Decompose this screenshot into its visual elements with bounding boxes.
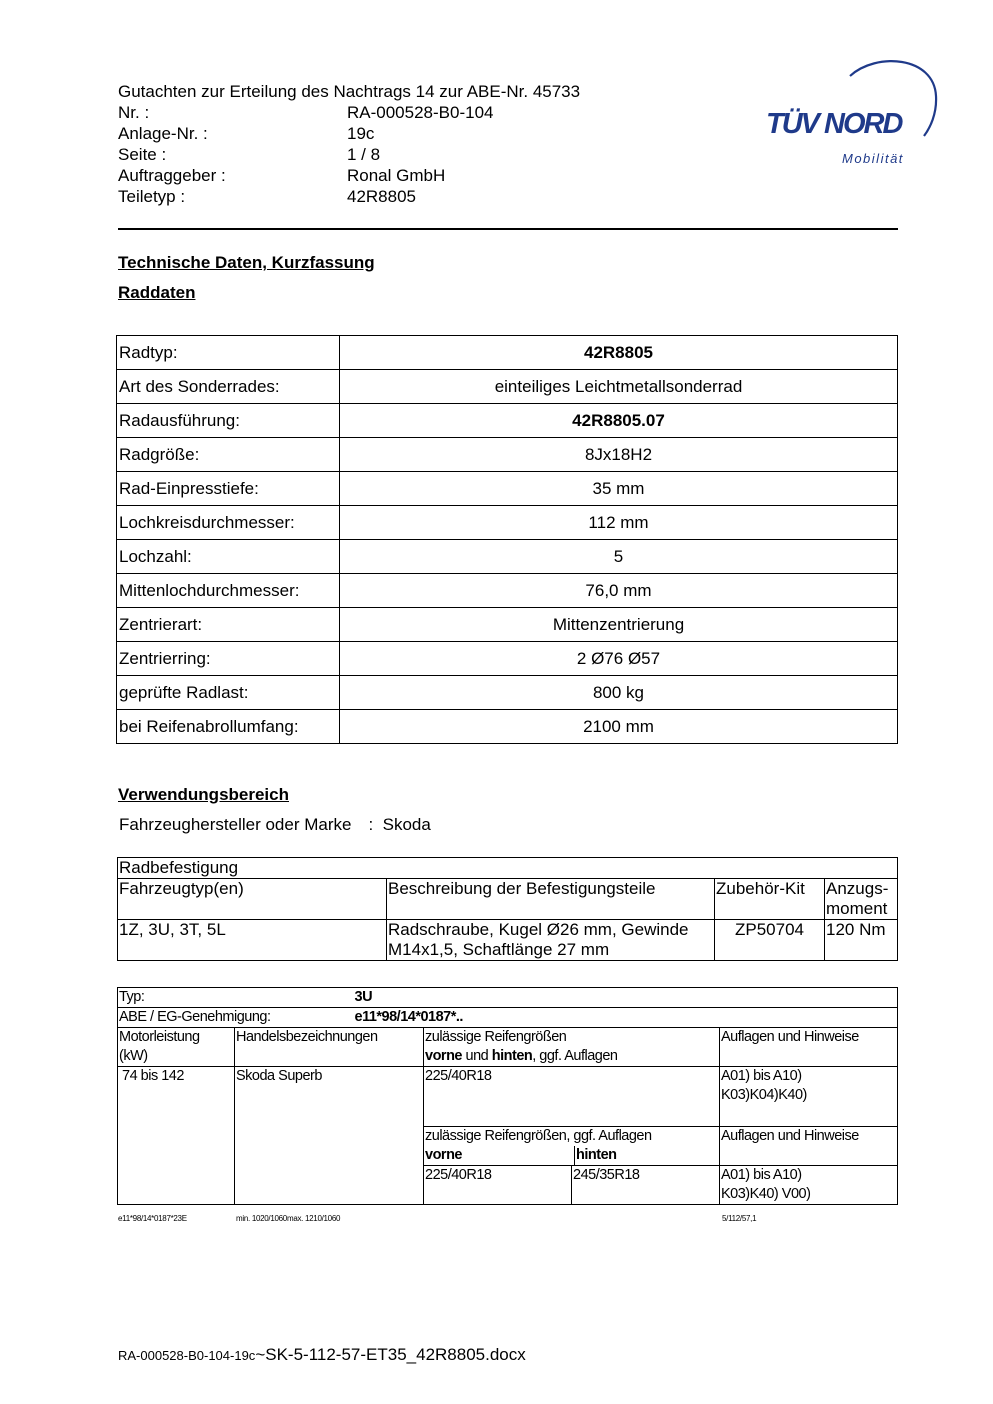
header-row-seite: Seite : 1 / 8 (118, 145, 381, 164)
vehicle-type-table (117, 987, 898, 1205)
raddaten-key: Mittenlochdurchmesser: (117, 574, 340, 608)
raddaten-key: Zentrierring: (117, 642, 340, 676)
raddaten-value: 800 kg (340, 676, 898, 710)
raddaten-row (117, 472, 898, 506)
page-footer: RA-000528-B0-104-19c~SK-5-112-57-ET35_42R8805.docx (118, 1345, 526, 1364)
raddaten-key: geprüfte Radlast: (117, 676, 340, 710)
h2-tires: zulässige Reifengrößen, ggf. Auflagen vorne hinten (424, 1127, 720, 1166)
section-technical-data: Technische Daten, Kurzfassung (118, 253, 375, 272)
cell-front: 225/40R18 (424, 1166, 572, 1205)
raddaten-row (117, 506, 898, 540)
raddaten-value: 112 mm (340, 506, 898, 540)
small-footnote-dimensions: min. 1020/1060max. 1210/1060 (236, 1214, 341, 1223)
header-row-anlage: Anlage-Nr. : 19c (118, 124, 375, 143)
col-anzugsmoment: Anzugs- moment (825, 879, 898, 920)
cell-power: 74 bis 142 (118, 1067, 235, 1205)
raddaten-row (117, 438, 898, 472)
h-reifengroessen: zulässige Reifengrößen vorne und hinten, ggf. Auflagen (424, 1028, 720, 1067)
logo-subtitle: Mobilität (842, 151, 904, 166)
col-zubehoer-kit: Zubehör-Kit (715, 879, 825, 920)
document-header (118, 81, 580, 207)
cell-trade: Skoda Superb (235, 1067, 424, 1205)
col-beschreibung: Beschreibung der Befestigungsteile (387, 879, 715, 920)
raddaten-row (117, 642, 898, 676)
fix-types: 1Z, 3U, 3T, 5L (118, 920, 387, 961)
raddaten-row (117, 676, 898, 710)
cell-rear: 245/35R18 (572, 1166, 720, 1205)
fix-kit: ZP50704 (715, 920, 825, 961)
manufacturer-line: Fahrzeughersteller oder Marke : Skoda (119, 815, 431, 834)
h-motorleistung: Motorleistung (kW) (118, 1028, 235, 1067)
raddaten-row (117, 404, 898, 438)
h-handelsbezeichnungen: Handelsbezeichnungen (235, 1028, 424, 1067)
manufacturer-label: Fahrzeughersteller oder Marke (119, 815, 352, 834)
small-footnote-bolt: 5/112/57,1 (722, 1214, 757, 1223)
header-divider (118, 228, 898, 230)
raddaten-value: 2 Ø76 Ø57 (340, 642, 898, 676)
h-auflagen: Auflagen und Hinweise (720, 1028, 898, 1067)
cell-notes1: A01) bis A10) K03)K04)K40) (720, 1067, 898, 1127)
h2-notes: Auflagen und Hinweise (720, 1127, 898, 1166)
raddaten-key: Lochkreisdurchmesser: (117, 506, 340, 540)
header-row-teiletyp: Teiletyp : 42R8805 (118, 187, 417, 206)
radbefestigung-title: Radbefestigung (118, 858, 898, 879)
abe-label: ABE / EG-Genehmigung: e11*98/14*0187*.. (118, 1008, 424, 1028)
raddaten-value: 5 (340, 540, 898, 574)
typ-label: Typ: 3U (118, 988, 424, 1008)
section-verwendungsbereich: Verwendungsbereich (118, 785, 289, 804)
cell-tire: 225/40R18 (424, 1067, 720, 1127)
raddaten-row (117, 710, 898, 744)
raddaten-key: Radtyp: (117, 336, 340, 370)
raddaten-table (116, 335, 898, 744)
raddaten-key: Rad-Einpresstiefe: (117, 472, 340, 506)
raddaten-value: 8Jx18H2 (340, 438, 898, 472)
raddaten-key: Lochzahl: (117, 540, 340, 574)
raddaten-value: 2100 mm (340, 710, 898, 744)
raddaten-row (117, 574, 898, 608)
cell-notes2: A01) bis A10) K03)K40) V00) (720, 1166, 898, 1205)
document-title: Gutachten zur Erteilung des Nachtrags 14 zur ABE-Nr. 45733 (118, 82, 581, 101)
raddaten-row (117, 336, 898, 370)
raddaten-key: Radausführung: (117, 404, 340, 438)
raddaten-key: bei Reifenabrollumfang: (117, 710, 340, 744)
header-row-nr: Nr. : RA-000528-B0-104 (118, 103, 494, 122)
raddaten-value: 76,0 mm (340, 574, 898, 608)
fix-torque: 120 Nm (825, 920, 898, 961)
raddaten-value: Mittenzentrierung (340, 608, 898, 642)
raddaten-row (117, 540, 898, 574)
raddaten-row (117, 370, 898, 404)
header-row-auftraggeber: Auftraggeber : Ronal GmbH (118, 166, 446, 185)
col-fahrzeugtyp: Fahrzeugtyp(en) (118, 879, 387, 920)
raddaten-value: einteiliges Leichtmetallsonderrad (340, 370, 898, 404)
raddaten-key: Art des Sonderrades: (117, 370, 340, 404)
raddaten-key: Radgröße: (117, 438, 340, 472)
raddaten-row (117, 608, 898, 642)
manufacturer-value: Skoda (382, 815, 431, 834)
radbefestigung-table (117, 857, 898, 961)
logo-wordmark: TÜV NORD (766, 108, 902, 140)
small-footnote-abe: e11*98/14*0187*23E (118, 1214, 187, 1223)
section-raddaten: Raddaten (118, 283, 196, 302)
raddaten-value: 42R8805 (340, 336, 898, 370)
raddaten-value: 35 mm (340, 472, 898, 506)
raddaten-key: Zentrierart: (117, 608, 340, 642)
fix-desc: Radschraube, Kugel Ø26 mm, Gewinde M14x1,5, Schaftlänge 27 mm (387, 920, 715, 961)
raddaten-value: 42R8805.07 (340, 404, 898, 438)
